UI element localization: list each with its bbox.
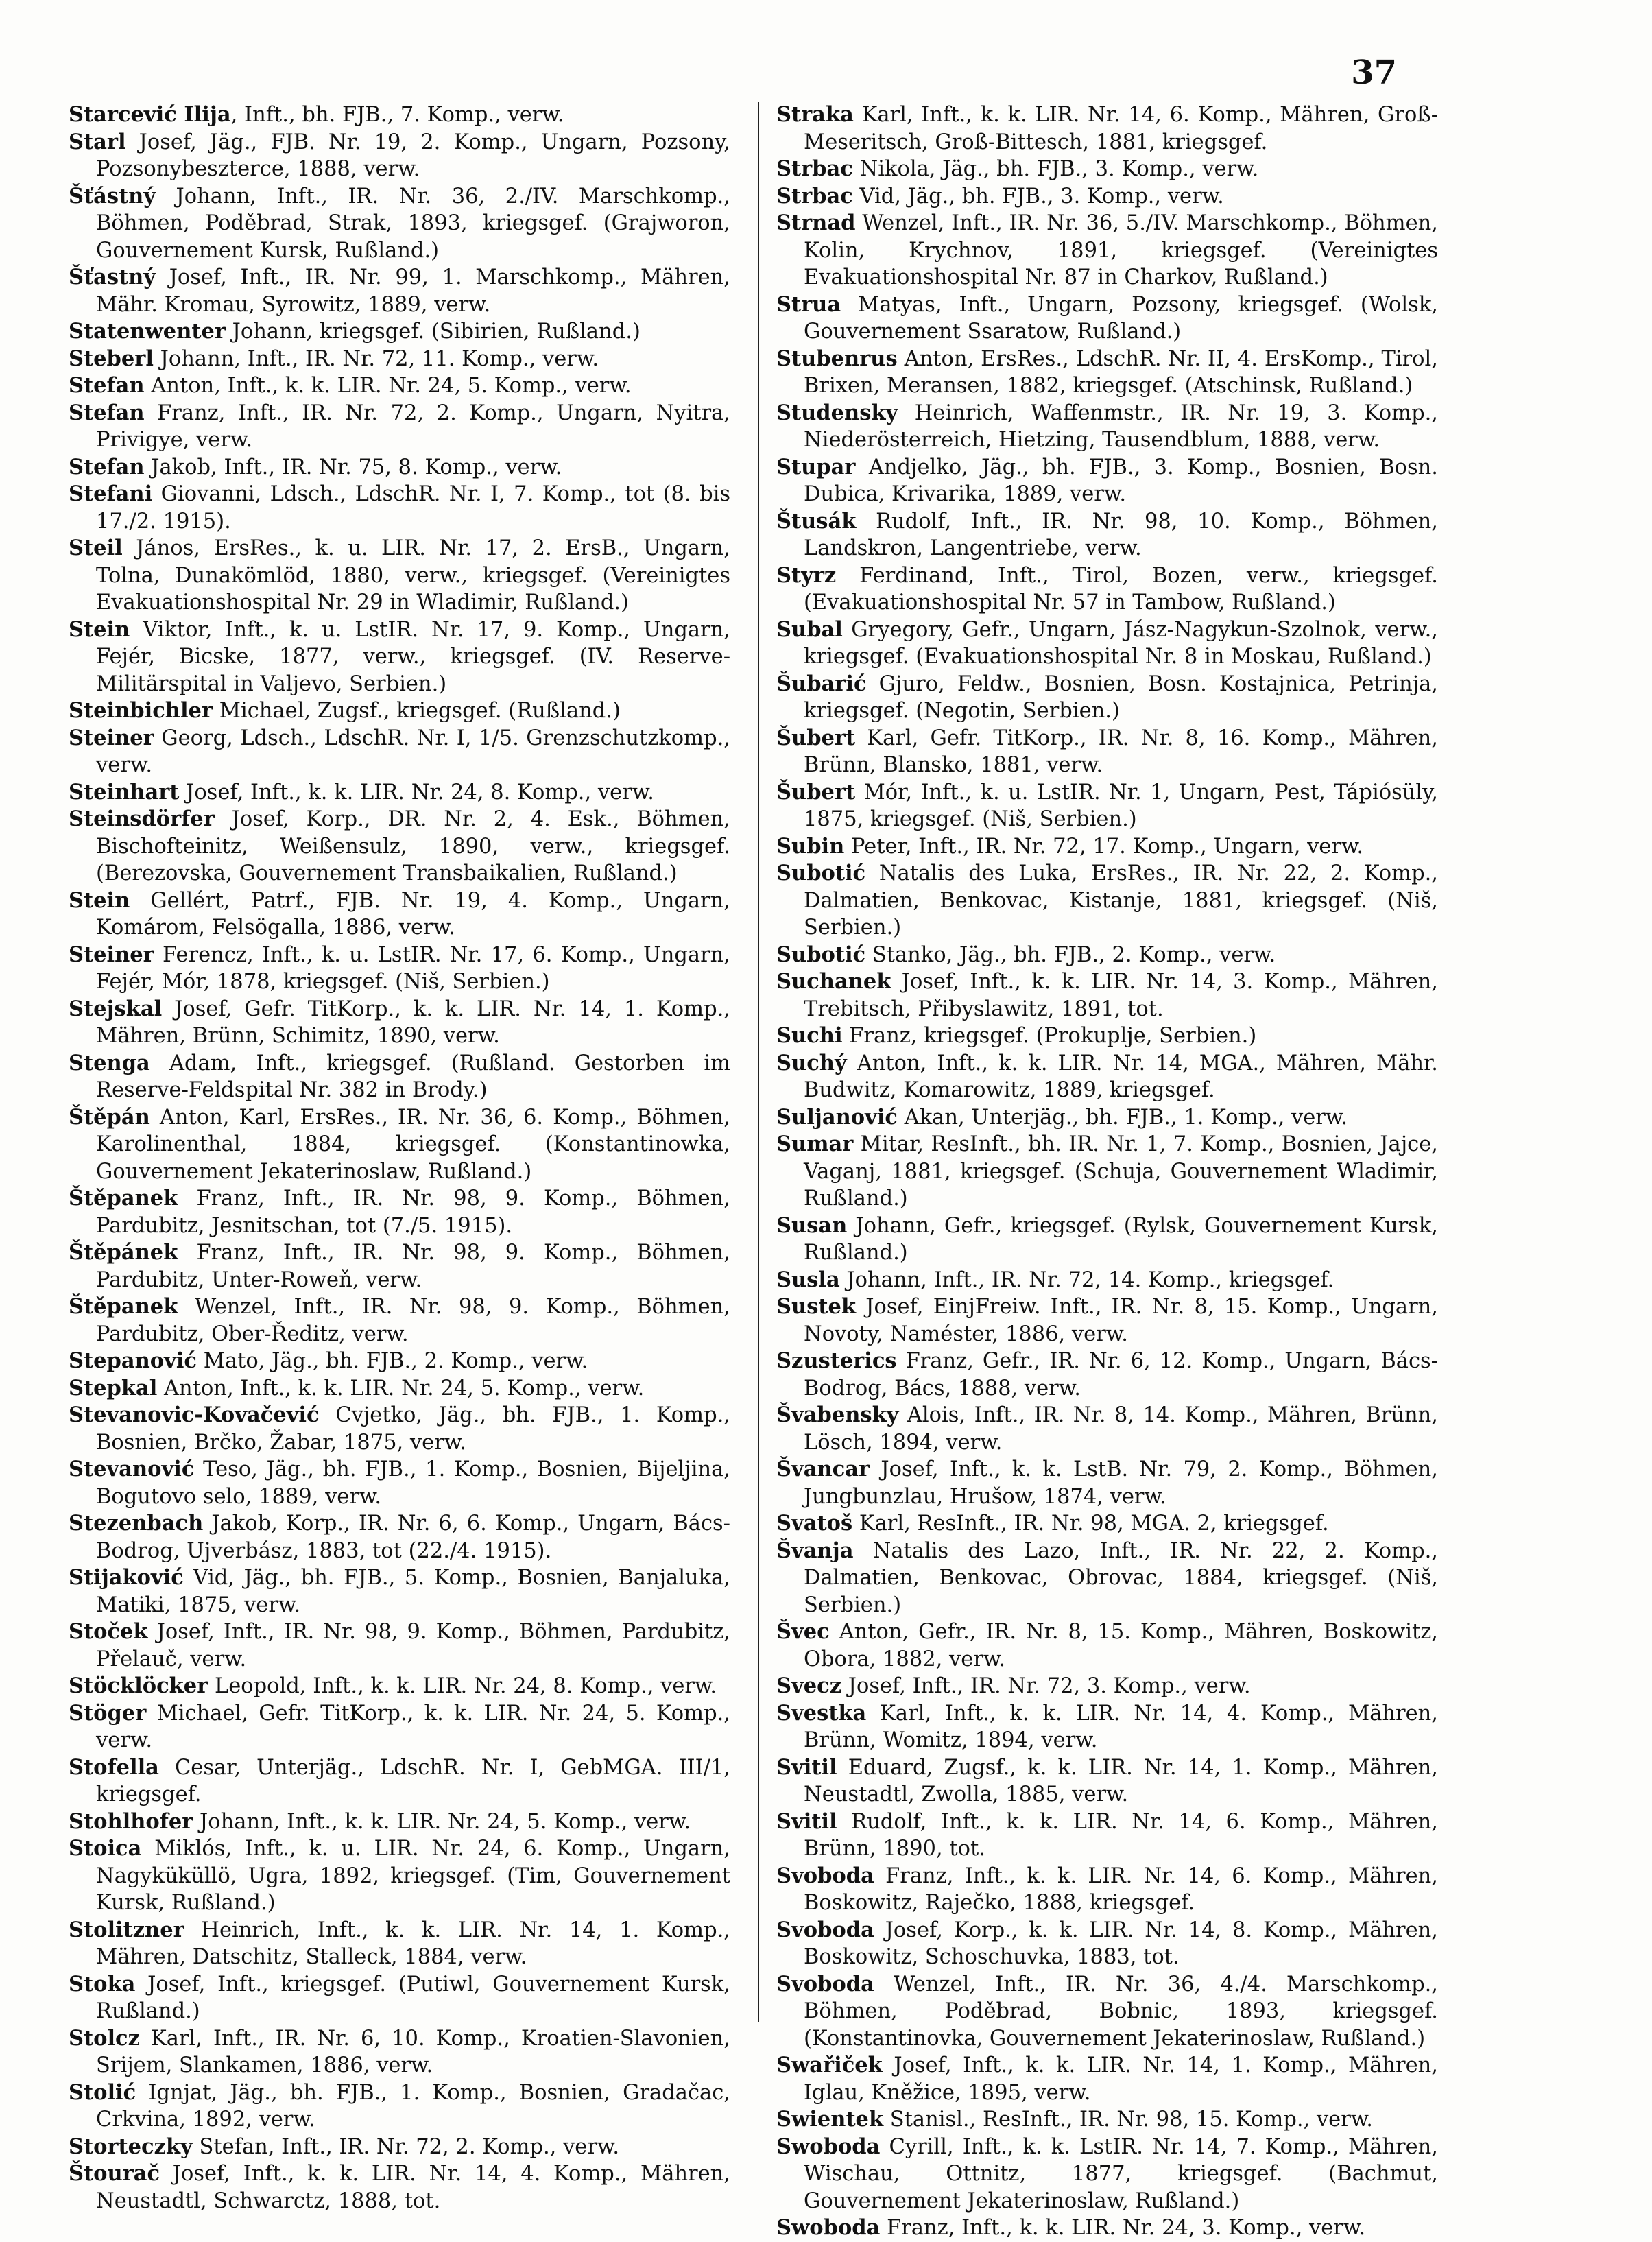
entry-details: Rudolf, Inft., IR. Nr. 98, 10. Komp., Böhmen, Landskron, Langentriebe, verw.: [804, 509, 1438, 560]
entry-details: Heinrich, Inft., k. k. LIR. Nr. 14, 1. Komp., Mähren, Datschitz, Stalleck, 1884, verw.: [96, 1918, 730, 1969]
entry-surname: Stofella: [69, 1754, 159, 1780]
entry-surname: Šťástný: [69, 183, 156, 208]
list-entry: [776, 183, 1438, 211]
entry-surname: Stejskal: [69, 996, 163, 1021]
entry-details: Mitar, ResInft., bh. IR. Nr. 1, 7. Komp., Bosnien, Jajce, Vaganj, 1881, kriegsgef. (Schuja, Gouvernement Wladimir, Rußland.): [804, 1132, 1438, 1211]
entry-details: Andjelko, Jäg., bh. FJB., 3. Komp., Bosnien, Bosn. Dubica, Krivarika, 1889, verw.: [804, 455, 1438, 506]
entry-surname: Suchanek: [776, 969, 891, 994]
entry-surname: Swientek: [776, 2107, 884, 2132]
entry-details: Karl, ResInft., IR. Nr. 98, MGA. 2, kriegsgef.: [852, 1512, 1329, 1536]
entry-surname: Stöcklöcker: [69, 1673, 208, 1698]
list-entry: [776, 291, 1438, 346]
entry-details: Franz, Gefr., IR. Nr. 6, 12. Komp., Ungarn, Bács-Bodrog, Bács, 1888, verw.: [804, 1349, 1438, 1400]
entry-details: Josef, Inft., IR. Nr. 72, 3. Komp., verw.: [841, 1674, 1251, 1698]
entry-details: Karl, Gefr. TitKorp., IR. Nr. 8, 16. Komp., Mähren, Brünn, Blansko, 1881, verw.: [804, 726, 1438, 777]
entry-surname: Sustek: [776, 1294, 856, 1319]
left-column: [69, 102, 730, 2215]
entry-details: Alois, Inft., IR. Nr. 8, 14. Komp., Mähren, Brünn, Lösch, 1894, verw.: [804, 1403, 1438, 1455]
list-entry: [776, 1456, 1438, 1510]
entry-details: Anton, Inft., k. k. LIR. Nr. 24, 5. Komp., verw.: [157, 1376, 645, 1400]
entry-surname: Šťastný: [69, 265, 156, 289]
list-entry: [69, 1375, 730, 1403]
list-entry: [776, 1673, 1438, 1700]
entry-details: Peter, Inft., IR. Nr. 72, 17. Komp., Ungarn, verw.: [844, 834, 1364, 859]
list-entry: [69, 617, 730, 698]
entry-surname: Stohlhofer: [69, 1809, 193, 1834]
entry-details: Stefan, Inft., IR. Nr. 72, 2. Komp., verw.: [192, 2134, 620, 2159]
entry-details: Michael, Gefr. TitKorp., k. k. LIR. Nr. 24, 5. Komp., verw.: [96, 1701, 730, 1752]
list-entry: [776, 400, 1438, 454]
entry-surname: Susla: [776, 1267, 840, 1292]
entry-surname: Swoboda: [776, 2215, 881, 2240]
list-entry: [69, 779, 730, 807]
entry-surname: Steinbichler: [69, 698, 213, 723]
entry-details: Gellért, Patrf., FJB. Nr. 19, 4. Komp., Ungarn, Komárom, Felsögalla, 1886, verw.: [96, 888, 730, 940]
list-entry: [776, 102, 1438, 156]
entry-surname: Stefan: [69, 373, 145, 398]
entry-details: Georg, Ldsch., LdschR. Nr. I, 1/5. Grenzschutzkomp., verw.: [96, 726, 730, 777]
list-entry: [776, 1619, 1438, 1673]
list-entry: [776, 833, 1438, 861]
list-entry: [69, 1673, 730, 1700]
list-entry: [69, 1619, 730, 1673]
list-entry: [776, 2106, 1438, 2134]
right-column: [776, 102, 1438, 2242]
list-entry: [69, 2079, 730, 2134]
entry-surname: Strnad: [776, 211, 856, 235]
list-entry: [776, 1700, 1438, 1754]
list-entry: [69, 725, 730, 779]
list-entry: [776, 1754, 1438, 1809]
entry-details: Franz, Inft., IR. Nr. 72, 2. Komp., Ungarn, Nyitra, Privigye, verw.: [96, 401, 730, 452]
list-entry: [69, 1293, 730, 1348]
entry-surname: Swařiček: [776, 2053, 883, 2077]
entry-details: Josef, Inft., k. k. LIR. Nr. 14, 3. Komp., Mähren, Trebitsch, Přibyslawitz, 1891, tot.: [804, 970, 1438, 1021]
entry-details: Josef, Jäg., FJB. Nr. 19, 2. Komp., Ungarn, Pozsony, Pozsonybeszterce, 1888, verw.: [96, 130, 730, 181]
entry-surname: Stoka: [69, 1971, 136, 1996]
list-entry: [69, 1510, 730, 1564]
list-entry: [69, 454, 730, 481]
entry-details: János, ErsRes., k. u. LIR. Nr. 17, 2. ErsB., Ungarn, Tolna, Dunakömlöd, 1880, verw., kriegsgef. (Vereinigtes Evakuationshospital Nr. 29 in Wladimir, Rußland.): [96, 536, 730, 615]
entry-surname: Styrz: [776, 562, 837, 588]
entry-details: Stanisl., ResInft., IR. Nr. 98, 15. Komp., verw.: [883, 2108, 1373, 2132]
list-entry: [69, 102, 730, 129]
entry-details: Josef, Gefr. TitKorp., k. k. LIR. Nr. 14, 1. Komp., Mähren, Brünn, Schimitz, 1890, verw.: [96, 997, 730, 1048]
list-entry: [69, 1835, 730, 1917]
entry-details: Matyas, Inft., Ungarn, Pozsony, kriegsgef. (Wolsk, Gouvernement Ssaratow, Rußland.): [804, 292, 1438, 344]
entry-details: Vid, Jäg., bh. FJB., 5. Komp., Bosnien, Banjaluka, Matiki, 1875, verw.: [96, 1566, 730, 1617]
list-entry: [776, 1809, 1438, 1863]
list-entry: [776, 346, 1438, 400]
list-entry: [776, 1971, 1438, 2053]
list-entry: [69, 1564, 730, 1619]
list-entry: [776, 1402, 1438, 1456]
list-entry: [776, 1104, 1438, 1132]
list-entry: [776, 1510, 1438, 1538]
entry-surname: Svoboda: [776, 1917, 874, 1942]
entry-details: Michael, Zugsf., kriegsgef. (Rußland.): [213, 699, 621, 723]
entry-details: Jakob, Inft., IR. Nr. 75, 8. Komp., verw.: [144, 455, 562, 479]
entry-surname: Švanja: [776, 1538, 854, 1563]
list-entry: [69, 129, 730, 183]
entry-details: Ferencz, Inft., k. u. LstIR. Nr. 17, 6. Komp., Ungarn, Fejér, Mór, 1878, kriegsgef. (Niš, Serbien.): [96, 942, 730, 994]
list-entry: [776, 671, 1438, 725]
entry-surname: Susan: [776, 1213, 848, 1238]
entry-surname: Suchi: [776, 1023, 843, 1048]
entry-surname: Suljanović: [776, 1104, 898, 1130]
entry-details: Leopold, Inft., k. k. LIR. Nr. 24, 8. Komp., verw.: [208, 1674, 717, 1698]
entry-details: Franz, Inft., k. k. LIR. Nr. 24, 3. Komp., verw.: [880, 2216, 1366, 2240]
entry-surname: Švabensky: [776, 1403, 899, 1427]
entry-details: Anton, Inft., k. k. LIR. Nr. 14, MGA., Mähren, Mähr. Budwitz, Komarowitz, 1889, kriegsgef.: [804, 1051, 1438, 1102]
entry-surname: Svecz: [776, 1673, 842, 1698]
entry-surname: Štěpánek: [69, 1240, 178, 1265]
entry-surname: Starcević Ilija: [69, 102, 231, 127]
entry-details: Franz, kriegsgef. (Prokuplje, Serbien.): [842, 1024, 1257, 1048]
entry-surname: Starl: [69, 129, 126, 154]
entry-surname: Stöger: [69, 1700, 147, 1726]
list-entry: [69, 2160, 730, 2215]
list-entry: [776, 210, 1438, 291]
list-entry: [776, 1267, 1438, 1294]
entry-surname: Štusák: [776, 508, 857, 534]
entry-details: Karl, Inft., k. k. LIR. Nr. 14, 6. Komp., Mähren, Groß-Meseritsch, Groß-Bittesch, 1881, kriegsgef.: [804, 103, 1438, 154]
list-entry: [776, 1050, 1438, 1104]
list-entry: [776, 562, 1438, 617]
entry-details: Anton, Karl, ErsRes., IR. Nr. 36, 6. Komp., Böhmen, Karolinenthal, 1884, kriegsgef. (Konstantinowka, Gouvernement Jekaterinoslaw, Rußland.): [96, 1105, 730, 1184]
list-entry: [776, 725, 1438, 779]
list-entry: [776, 454, 1438, 508]
list-entry: [69, 1754, 730, 1809]
list-entry: [776, 1538, 1438, 1619]
entry-surname: Švancar: [776, 1457, 870, 1481]
entry-details: Josef, Inft., kriegsgef. (Putiwl, Gouvernement Kursk, Rußland.): [96, 1972, 730, 2023]
entry-details: Anton, Inft., k. k. LIR. Nr. 24, 5. Komp., verw.: [144, 374, 632, 398]
list-entry: [776, 1213, 1438, 1267]
entry-details: Wenzel, Inft., IR. Nr. 36, 4./4. Marschkomp., Böhmen, Poděbrad, Bobnic, 1893, kriegsgef. (Konstantinovka, Gouvernement Jekaterinoslaw, Rußland.): [804, 1972, 1438, 2051]
entry-surname: Svoboda: [776, 1863, 874, 1888]
entry-surname: Steiner: [69, 942, 154, 967]
list-entry: [69, 372, 730, 400]
entry-surname: Steinhart: [69, 779, 180, 804]
list-entry: [69, 806, 730, 887]
entry-details: Mór, Inft., k. u. LstIR. Nr. 1, Ungarn, Pest, Tápiósüly, 1875, kriegsgef. (Niš, Serbien.): [804, 780, 1438, 831]
entry-details: , Inft., bh. FJB., 7. Komp., verw.: [230, 103, 564, 127]
entry-details: Giovanni, Ldsch., LdschR. Nr. I, 7. Komp., tot (8. bis 17./2. 1915).: [96, 482, 730, 534]
list-entry: [69, 1348, 730, 1375]
entry-surname: Štourač: [69, 2161, 160, 2186]
entry-surname: Steinsdörfer: [69, 807, 215, 831]
entry-surname: Svitil: [776, 1809, 837, 1834]
entry-details: Mato, Jäg., bh. FJB., 2. Komp., verw.: [197, 1349, 588, 1373]
list-entry: [69, 1050, 730, 1104]
entry-surname: Steiner: [69, 725, 154, 750]
entry-details: Josef, Korp., DR. Nr. 2, 4. Esk., Böhmen, Bischofteinitz, Weißensulz, 1890, verw., kriegsgef. (Berezovska, Gouvernement Transbaikalien, Rußland.): [96, 807, 730, 885]
entry-surname: Sumar: [776, 1132, 854, 1156]
entry-details: Anton, ErsRes., LdschR. Nr. II, 4. ErsKomp., Tirol, Brixen, Meransen, 1882, kriegsgef. (Atschinsk, Rußland.): [804, 346, 1438, 398]
list-entry: [69, 400, 730, 454]
entry-details: Natalis des Luka, ErsRes., IR. Nr. 22, 2. Komp., Dalmatien, Benkovac, Kistanje, 1881, kriegsgef. (Niš, Serbien.): [804, 861, 1438, 940]
list-entry: [69, 2025, 730, 2079]
list-entry: [69, 264, 730, 318]
list-entry: [69, 481, 730, 535]
entry-surname: Stupar: [776, 454, 856, 479]
entry-details: Franz, Inft., IR. Nr. 98, 9. Komp., Böhmen, Pardubitz, Jesnitschan, tot (7./5. 1915).: [96, 1186, 730, 1238]
entry-details: Rudolf, Inft., k. k. LIR. Nr. 14, 6. Komp., Mähren, Brünn, 1890, tot.: [804, 1809, 1438, 1861]
entry-surname: Straka: [776, 102, 854, 127]
list-entry: [69, 1239, 730, 1293]
entry-details: Karl, Inft., IR. Nr. 6, 10. Komp., Kroatien-Slavonien, Srijem, Slankamen, 1886, verw.: [96, 2026, 730, 2077]
list-entry: [776, 1863, 1438, 1917]
list-entry: [776, 1023, 1438, 1050]
entry-details: Ferdinand, Inft., Tirol, Bozen, verw., kriegsgef. (Evakuationshospital Nr. 57 in Tambow, Rußland.): [804, 563, 1438, 615]
list-entry: [776, 2215, 1438, 2242]
entry-details: Cyrill, Inft., k. k. LstIR. Nr. 14, 7. Komp., Mähren, Wischau, Ottnitz, 1877, kriegsgef. (Bachmut, Gouvernement Jekaterinoslaw, Rußland.): [804, 2134, 1438, 2213]
entry-details: Miklós, Inft., k. u. LIR. Nr. 24, 6. Komp., Ungarn, Nagyküküllö, Ugra, 1892, kriegsgef. (Tim, Gouvernement Kursk, Rußland.): [96, 1837, 730, 1915]
entry-surname: Subotić: [776, 861, 866, 885]
page-number: 37: [1351, 53, 1397, 92]
entry-surname: Stezenbach: [69, 1511, 204, 1536]
list-entry: [69, 183, 730, 265]
entry-surname: Stevanović: [69, 1457, 195, 1481]
entry-surname: Stepkal: [69, 1375, 158, 1400]
entry-surname: Strbac: [776, 156, 853, 181]
list-entry: [776, 1917, 1438, 1971]
list-entry: [69, 1185, 730, 1239]
list-entry: [69, 535, 730, 617]
list-entry: [776, 617, 1438, 671]
entry-surname: Svitil: [776, 1754, 837, 1780]
entry-surname: Stijaković: [69, 1565, 184, 1590]
entry-details: Eduard, Zugsf., k. k. LIR. Nr. 14, 1. Komp., Mähren, Neustadtl, Zwolla, 1885, verw.: [804, 1755, 1438, 1806]
entry-surname: Stefan: [69, 400, 145, 425]
entry-details: Cvjetko, Jäg., bh. FJB., 1. Komp., Bosnien, Brčko, Žabar, 1875, verw.: [96, 1403, 730, 1455]
entry-details: Nikola, Jäg., bh. FJB., 3. Komp., verw.: [852, 157, 1259, 181]
column-divider: [758, 102, 759, 2022]
entry-details: Josef, Inft., k. k. LIR. Nr. 14, 4. Komp., Mähren, Neustadtl, Schwarctz, 1888, tot.: [96, 2162, 730, 2213]
list-entry: [776, 1348, 1438, 1402]
entry-details: Stanko, Jäg., bh. FJB., 2. Komp., verw.: [865, 942, 1276, 967]
list-entry: [69, 1971, 730, 2025]
list-entry: [776, 779, 1438, 833]
entry-details: Vid, Jäg., bh. FJB., 3. Komp., verw.: [852, 184, 1224, 208]
list-entry: [69, 318, 730, 346]
entry-details: Josef, Inft., k. k. LstB. Nr. 79, 2. Komp., Böhmen, Jungbunzlau, Hrušow, 1874, verw.: [804, 1457, 1438, 1509]
entry-details: Natalis des Lazo, Inft., IR. Nr. 22, 2. Komp., Dalmatien, Benkovac, Obrovac, 1884, kriegsgef. (Niš, Serbien.): [804, 1538, 1438, 1617]
entry-surname: Stevanovic-Kovačević: [69, 1403, 320, 1427]
entry-details: Josef, Inft., IR. Nr. 98, 9. Komp., Böhmen, Pardubitz, Přelauč, verw.: [96, 1620, 730, 1671]
entry-surname: Steberl: [69, 346, 154, 371]
entry-details: Johann, Inft., IR. Nr. 72, 14. Komp., kriegsgef.: [839, 1267, 1334, 1292]
entry-details: Adam, Inft., kriegsgef. (Rußland. Gestorben im Reserve-Feldspital Nr. 382 in Brody.): [96, 1051, 730, 1102]
entry-details: Wenzel, Inft., IR. Nr. 36, 5./IV. Marschkomp., Böhmen, Kolin, Krychnov, 1891, kriegsgef. (Vereinigtes Evakuationshospital Nr. 87 in Charkov, Rußland.): [804, 211, 1438, 289]
entry-surname: Studensky: [776, 400, 898, 425]
list-entry: [69, 942, 730, 996]
entry-surname: Stenga: [69, 1050, 150, 1075]
entry-details: Franz, Inft., IR. Nr. 98, 9. Komp., Böhmen, Pardubitz, Unter-Roweň, verw.: [96, 1241, 730, 1292]
entry-details: Heinrich, Waffenmstr., IR. Nr. 19, 3. Komp., Niederösterreich, Hietzing, Tausendblum, 1888, verw.: [804, 401, 1438, 452]
list-entry: [776, 1131, 1438, 1213]
entry-surname: Statenwenter: [69, 319, 226, 344]
entry-details: Teso, Jäg., bh. FJB., 1. Komp., Bosnien, Bijeljina, Bogutovo selo, 1889, verw.: [96, 1457, 730, 1509]
list-entry: [69, 1809, 730, 1836]
entry-surname: Stein: [69, 887, 130, 913]
entry-details: Anton, Gefr., IR. Nr. 8, 15. Komp., Mähren, Boskowitz, Obora, 1882, verw.: [804, 1620, 1438, 1671]
entry-surname: Svestka: [776, 1700, 867, 1726]
entry-surname: Subin: [776, 833, 845, 859]
entry-surname: Šubert: [776, 725, 856, 750]
entry-details: Josef, Inft., k. k. LIR. Nr. 24, 8. Komp., verw.: [179, 780, 654, 804]
entry-details: Wenzel, Inft., IR. Nr. 98, 9. Komp., Böhmen, Pardubitz, Ober-Ředitz, verw.: [96, 1295, 730, 1346]
entry-details: Johann, Inft., k. k. LIR. Nr. 24, 5. Komp., verw.: [193, 1809, 691, 1834]
entry-surname: Svoboda: [776, 1971, 874, 1996]
entry-surname: Stepanović: [69, 1348, 197, 1373]
entry-surname: Švec: [776, 1619, 830, 1644]
entry-surname: Storteczky: [69, 2134, 193, 2159]
entry-surname: Štěpanek: [69, 1294, 178, 1319]
entry-surname: Szusterics: [776, 1348, 897, 1373]
entry-surname: Stein: [69, 617, 130, 642]
list-entry: [69, 1917, 730, 1971]
entry-surname: Stubenrus: [776, 346, 898, 371]
entry-surname: Svatoš: [776, 1511, 853, 1536]
entry-surname: Steil: [69, 536, 123, 560]
entry-surname: Stolić: [69, 2079, 136, 2105]
entry-surname: Stolcz: [69, 2025, 140, 2051]
entry-surname: Strua: [776, 291, 841, 317]
list-entry: [776, 968, 1438, 1023]
entry-details: Gryegory, Gefr., Ungarn, Jász-Nagykun-Szolnok, verw., kriegsgef. (Evakuationshospital Nr. 8 in Moskau, Rußland.): [804, 617, 1438, 669]
list-entry: [776, 860, 1438, 942]
entry-surname: Suchý: [776, 1050, 847, 1075]
entry-details: Josef, Inft., k. k. LIR. Nr. 14, 1. Komp., Mähren, Iglau, Kněžice, 1895, verw.: [804, 2053, 1438, 2105]
entry-details: Johann, kriegsgef. (Sibirien, Rußland.): [225, 320, 641, 344]
entry-details: Johann, Gefr., kriegsgef. (Rylsk, Gouvernement Kursk, Rußland.): [804, 1213, 1438, 1265]
entry-details: Akan, Unterjäg., bh. FJB., 1. Komp., verw.: [897, 1105, 1348, 1130]
entry-surname: Šubarić: [776, 671, 867, 696]
entry-details: Gjuro, Feldw., Bosnien, Bosn. Kostajnica, Petrinja, kriegsgef. (Negotin, Serbien.): [804, 671, 1438, 723]
entry-details: Jakob, Korp., IR. Nr. 6, 6. Komp., Ungarn, Bács-Bodrog, Ujverbász, 1883, tot (22./4. 1915).: [96, 1512, 730, 1563]
entry-surname: Stoica: [69, 1836, 142, 1861]
entry-surname: Stefani: [69, 481, 153, 506]
list-entry: [69, 887, 730, 942]
entry-details: Franz, Inft., k. k. LIR. Nr. 14, 6. Komp., Mähren, Boskowitz, Raječko, 1888, kriegsgef.: [804, 1863, 1438, 1915]
entry-details: Josef, Inft., IR. Nr. 99, 1. Marschkomp., Mähren, Mähr. Kromau, Syrowitz, 1889, verw.: [96, 265, 730, 317]
list-entry: [69, 2134, 730, 2161]
list-entry: [69, 1456, 730, 1510]
list-entry: [776, 156, 1438, 183]
list-entry: [776, 2134, 1438, 2215]
list-entry: [69, 1402, 730, 1456]
entry-details: Karl, Inft., k. k. LIR. Nr. 14, 4. Komp., Mähren, Brünn, Womitz, 1894, verw.: [804, 1701, 1438, 1752]
entry-surname: Stolitzner: [69, 1917, 184, 1942]
list-entry: [776, 2052, 1438, 2106]
entry-surname: Strbac: [776, 183, 853, 208]
list-entry: [69, 1700, 730, 1754]
entry-surname: Stoček: [69, 1619, 148, 1644]
entry-surname: Stefan: [69, 454, 145, 479]
list-entry: [69, 1104, 730, 1186]
list-entry: [69, 697, 730, 725]
list-entry: [776, 508, 1438, 562]
entry-surname: Subotić: [776, 942, 866, 967]
entry-details: Johann, Inft., IR. Nr. 72, 11. Komp., verw.: [153, 346, 599, 371]
entry-surname: Štěpanek: [69, 1186, 178, 1211]
entry-details: Viktor, Inft., k. u. LstIR. Nr. 17, 9. Komp., Ungarn, Fejér, Bicske, 1877, verw., kriegsgef. (IV. Reserve-Militärspital in Valjevo, Serbien.): [96, 617, 730, 696]
entry-surname: Swoboda: [776, 2134, 881, 2159]
list-entry: [776, 942, 1438, 969]
entry-details: Josef, EinjFreiw. Inft., IR. Nr. 8, 15. Komp., Ungarn, Novoty, Naméster, 1886, verw.: [804, 1295, 1438, 1346]
list-entry: [776, 1293, 1438, 1348]
list-entry: [69, 346, 730, 373]
entry-details: Cesar, Unterjäg., LdschR. Nr. I, GebMGA. III/1, kriegsgef.: [96, 1755, 730, 1806]
entry-surname: Štěpán: [69, 1104, 150, 1130]
entry-details: Johann, Inft., IR. Nr. 36, 2./IV. Marschkomp., Böhmen, Poděbrad, Strak, 1893, kriegsgef. (Grajworon, Gouvernement Kursk, Rußland.): [96, 184, 730, 263]
entry-surname: Šubert: [776, 779, 856, 804]
list-entry: [69, 996, 730, 1050]
entry-details: Ignjat, Jäg., bh. FJB., 1. Komp., Bosnien, Gradačac, Crkvina, 1892, verw.: [96, 2080, 730, 2132]
entry-surname: Subal: [776, 617, 843, 642]
entry-details: Josef, Korp., k. k. LIR. Nr. 14, 8. Komp., Mähren, Boskowitz, Schoschuvka, 1883, tot.: [804, 1918, 1438, 1969]
